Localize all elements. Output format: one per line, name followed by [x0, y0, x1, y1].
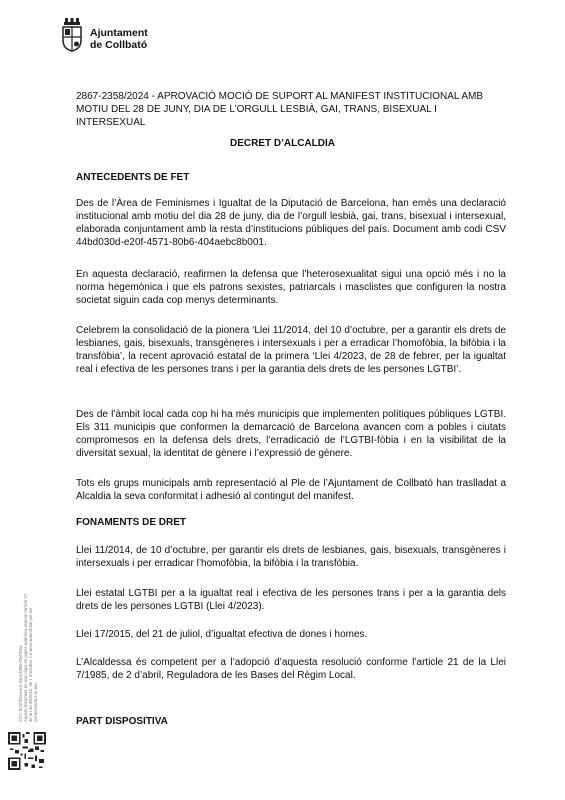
side-text-line-4: comprovada a la seu — [33, 683, 38, 722]
fonaments-paragraph-3: Llei 17/2015, del 21 de juliol, d’igualtat efectiva de dones i homes. — [76, 629, 368, 640]
fonaments-paragraph-1: Llei 11/2014, de 10 d’octubre, per garantir els drets de lesbianes, gais, bisexuals, transgèneres i intersexuals i per erradicar l’homofòbia, la bifòbia i la transfòbia. — [76, 545, 506, 569]
side-text-line-2: Aquest document és una còpia en paper autèntica segons l’article 27 — [23, 593, 28, 722]
qr-code-icon — [8, 732, 46, 770]
side-text-line-3: de la Llei 39/2015, de 1 d’octubre. La seva autenticitat pot ser — [28, 607, 33, 722]
org-line-2: de Collbató — [90, 39, 148, 51]
side-text-line-1: CSV: 9c3f7f0a-e4c4-4a04-b88e-f3ef7b0a — [18, 645, 23, 722]
antecedents-paragraph-3: Celebrem la consolidació de la pionera ‘Llei 11/2014, del 10 d’octubre, per a garantir els drets de lesbianes, gais, bisexuals, transgèneres i intersexuals i per a erradicar l’homofòbia, la bifòbia i la transfòbia’, la recent aprovació estatal de la primera ‘Llei 4/2023, de 28 de febrer, per la igualtat real i efectiva de les persones trans i per la garantia dels drets de les persones LGTBI’. — [76, 325, 506, 375]
antecedents-paragraph-4: Des de l’àmbit local cada cop hi ha més municipis que implementen polítiques públiques LGTBI. Els 311 municipis que conformen la demarcació de Barcelona avancen com a pobles i ciutats compromesos en la defensa dels drets, l’erradicació de l’LGTBI-fòbia i en la visibilitat de la diversitat sexual, la identitat de gènere i l’expressió de gènere. — [76, 409, 506, 459]
document-subject: 2867-2358/2024 - APROVACIÓ MOCIÓ DE SUPORT AL MANIFEST INSTITUCIONAL AMB MOTIU DEL 28 DE JUNY, DIA DE L’ORGULL LESBIÀ, GAI, TRANS, BISEXUAL I INTERSEXUAL — [76, 91, 483, 128]
org-line-1: Ajuntament — [90, 27, 148, 39]
side-verification-text — [18, 512, 38, 722]
antecedents-paragraph-5: Tots els grups municipals amb representació al Ple de l’Ajuntament de Collbató han traslladat a Alcaldia la seva conformitat i adhesió al contingut del manifest. — [76, 478, 506, 502]
coat-of-arms-icon — [62, 18, 82, 52]
antecedents-paragraph-1: Des de l’Àrea de Feminismes i Igualtat de la Diputació de Barcelona, han emès una declaració institucional amb motiu del dia 28 de juny, dia de l’orgull lesbià, gai, trans, bisexual i intersexual, elaborada conjuntament amb la resta d’institucions públiques del país. Document amb codi CSV 44bd030d-e20f-4571-80b6-404aebc8b001. — [76, 198, 506, 248]
fonaments-paragraph-2: Llei estatal LGTBI per a la igualtat real i efectiva de les persones trans i per a la garantia dels drets de les persones LGTBI (Llei 4/2023). — [76, 588, 506, 612]
fonaments-paragraph-4: L’Alcaldessa és competent per a l’adopció d’aquesta resolució conforme l’article 21 de la Llei 7/1985, de 2 d’abril, Reguladora de les Bases del Règim Local. — [76, 657, 506, 681]
antecedents-paragraph-2: En aquesta declaració, reafirmen la defensa que l’heterosexualitat sigui una opció més i no la norma hegemònica i que els patrons sexistes, patriarcals i masclistes que configuren la nostra societat siguin cada cop menys determinants. — [76, 269, 506, 306]
section-heading-antecedents: ANTECEDENTS DE FET — [76, 172, 190, 183]
section-heading-fonaments: FONAMENTS DE DRET — [76, 517, 186, 528]
section-heading-dispositiva: PART DISPOSITIVA — [76, 716, 168, 727]
organization-name — [90, 27, 148, 51]
decree-title: DECRET D’ALCALDIA — [230, 138, 335, 149]
